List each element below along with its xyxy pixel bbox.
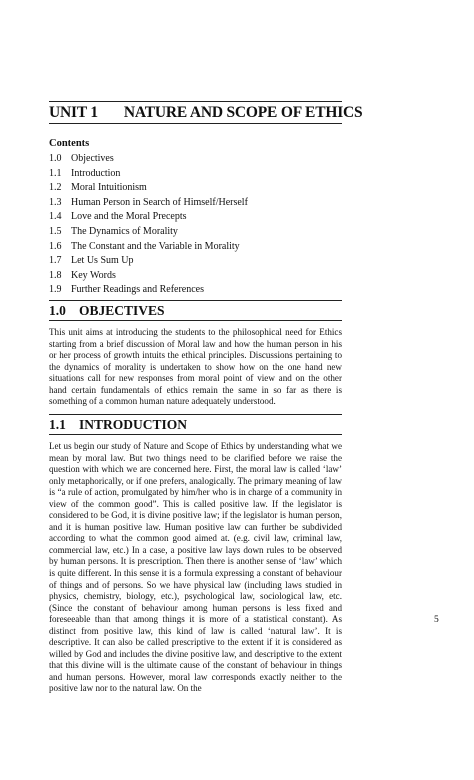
contents-item-label: Introduction (71, 167, 121, 179)
contents-item-number: 1.3 (49, 196, 62, 208)
contents-heading: Contents (49, 138, 90, 149)
contents-item-number: 1.0 (49, 153, 62, 164)
contents-item-label: Love and the Moral Precepts (71, 211, 187, 223)
section-bottom-rule (49, 320, 342, 321)
contents-item-number: 1.9 (49, 284, 62, 296)
contents-item (49, 210, 342, 225)
section-title: INTRODUCTION (79, 417, 188, 432)
section-bottom-rule (49, 434, 342, 435)
contents-item-label: Let Us Sum Up (71, 255, 134, 267)
contents-item (49, 152, 342, 167)
contents-item-number: 1.8 (49, 269, 62, 281)
section-number: 1.0 (49, 303, 66, 318)
contents-item-number: 1.6 (49, 240, 62, 252)
unit-bottom-rule (49, 123, 342, 124)
contents-item-number: 1.2 (49, 182, 62, 194)
introduction-paragraph: Let us begin our study of Nature and Scope of Ethics by understanding what we mean by moral law. But two things need to be clarified before we raise the question with which we are concerned here. First, the moral law is called ‘law’ only metaphorically, or if one prefers, analogically. The primary meaning of law is “a rule of action, promulgated by him/her who is in charge of a community in view of the common good”. This is called positive law. If the legislator is considered to be God, it is divine positive law; if the legislator is human person, and it is human positive law. Human positive law can further be subdivided according to what the common good aimed at. (e.g. civil law, criminal law, commercial law, etc.) In a case, a positive law lays down rules to be observed by human persons. It is prescription. Then there is another sense of ‘law’ which is quite different. In this sense it is a formula expressing a constant of behaviour of things and of persons. So we have physical law (including laws studied in physics, chemistry, biology, etc.), psychological law, sociological law, etc. (Since the constant of behaviour among human persons is less fixed and foreseeable than that among things it is more of a statistical constant). As distinct from positive law, this kind of law is called ‘natural law’. It is descriptive. It can also be called prescriptive to the extent if it is considered as willed by God and includes the divine positive law, and descriptive to the extent that this divine will is the ultimate cause of the constant of behaviour in things and human persons. However, moral law corresponds exactly neither to the positive law nor to the natural law. On the (49, 441, 342, 694)
contents-item-label: The Dynamics of Morality (71, 225, 178, 237)
contents-item-number: 1.7 (49, 255, 62, 267)
contents-item (49, 254, 342, 269)
page-number: 5 (434, 615, 439, 625)
section-heading-objectives (49, 303, 165, 319)
contents-item-label: Moral Intuitionism (71, 182, 147, 194)
contents-item-label: The Constant and the Variable in Morality (71, 240, 240, 252)
unit-title-text: NATURE AND SCOPE OF ETHICS (123, 104, 363, 121)
contents-item-label: Key Words (71, 269, 116, 281)
contents-item (49, 269, 342, 284)
unit-number: UNIT 1 (49, 104, 98, 121)
contents-item-number: 1.5 (49, 225, 62, 237)
contents-list (49, 152, 342, 298)
section-top-rule (49, 414, 342, 415)
contents-item-number: 1.4 (49, 211, 62, 223)
objectives-paragraph: This unit aims at introducing the students to the philosophical need for Ethics starting from a brief discussion of Moral law and how the human person in his or her process of growth intuits the ethical principles. Discussions pertaining to the dynamics of morality is undertaken to show how on the one hand new situations call for new responses from moral point of view and on the other hand certain fundamentals of ethics remain the same in so far as there is something of a common human nature adequately understood. (49, 327, 342, 407)
unit-top-rule (49, 101, 342, 102)
contents-item (49, 240, 342, 255)
contents-item-label: Human Person in Search of Himself/Herself (71, 196, 248, 208)
contents-item (49, 167, 342, 182)
contents-item-label: Further Readings and References (71, 284, 205, 296)
contents-item (49, 225, 342, 240)
unit-title (49, 104, 363, 122)
contents-item (49, 283, 342, 298)
contents-item-label: Objectives (71, 153, 114, 164)
contents-item (49, 196, 342, 211)
section-heading-introduction (49, 417, 187, 433)
contents-item-number: 1.1 (49, 167, 62, 179)
section-number: 1.1 (49, 417, 66, 432)
contents-item (49, 181, 342, 196)
section-top-rule (49, 300, 342, 301)
section-title: OBJECTIVES (79, 303, 165, 318)
